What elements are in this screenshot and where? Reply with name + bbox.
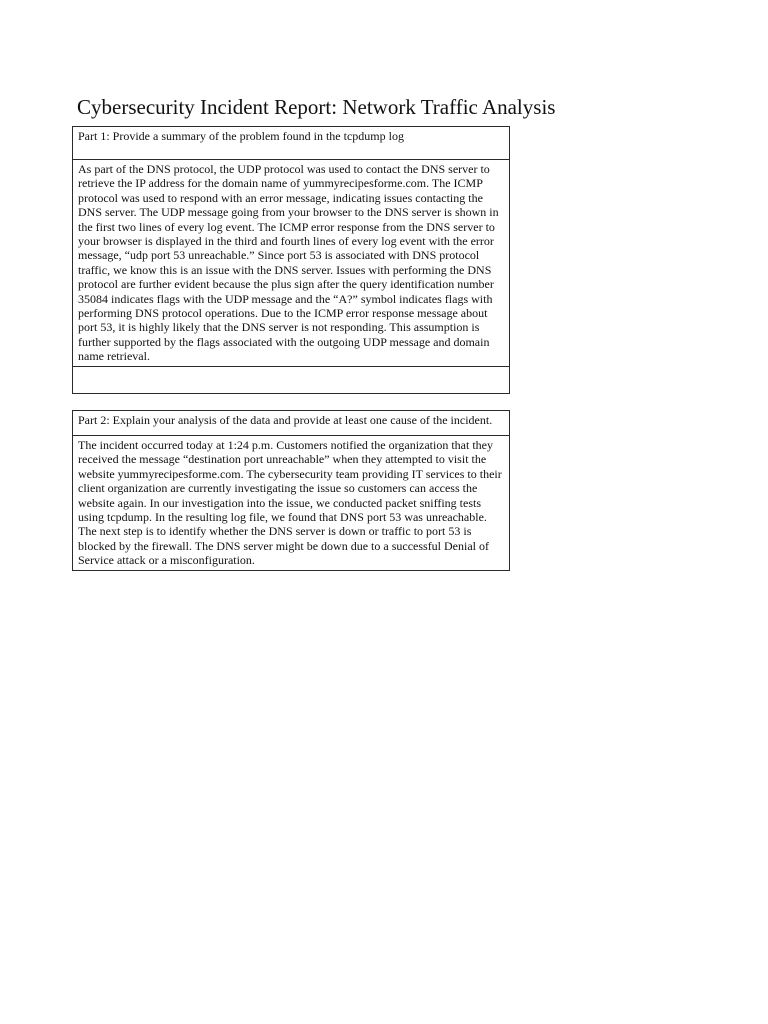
part1-table	[72, 126, 510, 394]
page-title: Cybersecurity Incident Report: Network Traffic Analysis	[77, 95, 556, 119]
part1-body-row	[73, 160, 510, 367]
part2-response-cell	[73, 436, 510, 571]
part1-prompt-cell	[73, 127, 510, 160]
part2-prompt: Part 2: Explain your analysis of the data and provide at least one cause of the incident.	[78, 413, 493, 427]
part1-response: As part of the DNS protocol, the UDP protocol was used to contact the DNS server to retrieve the IP address for the domain name of yummyrecipesforme.com. The ICMP protocol was used to respond with an error message, indicating issues contacting the DNS server. The UDP message going from your browser to the DNS server is shown in the first two lines of every log event. The ICMP error response from the DNS server to your browser is displayed in the third and fourth lines of every log event with the error message, “udp port 53 unreachable.” Since port 53 is associated with DNS protocol traffic, we know this is an issue with the DNS server. Issues with performing the DNS protocol are further evident because the plus sign after the query identification number 35084 indicates flags with the UDP message and the “A?” symbol indicates flags with performing DNS protocol operations. Due to the ICMP error response message about port 53, it is highly likely that the DNS server is not responding. This assumption is further supported by the flags associated with the outgoing UDP message and domain name retrieval.	[78, 162, 499, 364]
part1-header-row	[73, 127, 510, 160]
part1-empty-cell	[73, 367, 510, 394]
part2-prompt-cell	[73, 411, 510, 436]
part1-response-cell	[73, 160, 510, 367]
part1-prompt: Part 1: Provide a summary of the problem found in the tcpdump log	[78, 129, 404, 143]
part2-body-row	[73, 436, 510, 571]
part1-empty-row	[73, 367, 510, 394]
part2-header-row	[73, 411, 510, 436]
part2-response: The incident occurred today at 1:24 p.m. Customers notified the organization that they received the message “destination port unreachable” when they attempted to visit the website yummyrecipesforme.com. The cybersecurity team providing IT services to their client organization are currently investigating the issue so customers can access the website again. In our investigation into the issue, we conducted packet sniffing tests using tcpdump. In the resulting log file, we found that DNS port 53 was unreachable. The next step is to identify whether the DNS server is down or traffic to port 53 is blocked by the firewall. The DNS server might be down due to a successful Denial of Service attack or a misconfiguration.	[78, 438, 502, 568]
part2-table	[72, 410, 510, 571]
